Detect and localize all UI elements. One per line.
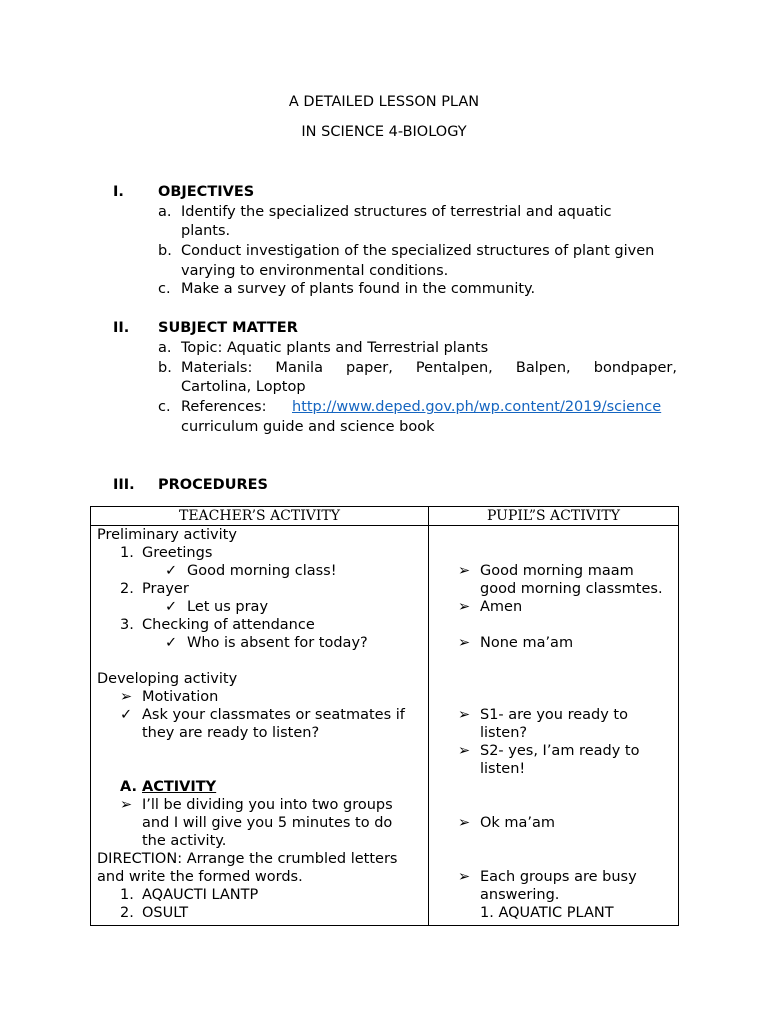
item-number: 1. bbox=[120, 887, 134, 903]
subject-topic: Topic: Aquatic plants and Terrestrial plants bbox=[181, 340, 489, 356]
pupil-busy-line-1: Each groups are busy bbox=[480, 869, 637, 885]
section-heading-subject-matter: SUBJECT MATTER bbox=[158, 320, 298, 336]
references-link[interactable]: http://www.deped.gov.ph/wp.content/2019/science bbox=[292, 399, 662, 415]
arrow-bullet-icon: ➢ bbox=[458, 815, 471, 831]
arrow-bullet-icon: ➢ bbox=[458, 869, 471, 885]
pupil-activity-header: PUPIL”S ACTIVITY bbox=[429, 507, 679, 526]
objective-marker-c: c. bbox=[158, 281, 171, 297]
pupil-greeting-line-1: Good morning maam bbox=[480, 563, 634, 579]
objective-a-line2: plants. bbox=[181, 223, 231, 239]
direction-line-1: DIRECTION: Arrange the crumbled letters bbox=[97, 851, 398, 867]
check-bullet-icon: ✓ bbox=[165, 635, 178, 651]
subject-marker-b: b. bbox=[158, 360, 172, 376]
check-bullet-icon: ✓ bbox=[165, 599, 178, 615]
item-number: 2. bbox=[120, 581, 134, 597]
divide-line-3: the activity. bbox=[142, 833, 227, 849]
arrow-bullet-icon: ➢ bbox=[458, 599, 471, 615]
check-bullet-icon: ✓ bbox=[120, 707, 133, 723]
section-numeral-procedures: III. bbox=[113, 477, 135, 493]
objective-marker-a: a. bbox=[158, 204, 172, 220]
ask-line-2: they are ready to listen? bbox=[142, 725, 320, 741]
motivation-item: Motivation bbox=[142, 689, 219, 705]
pupil-activity-cell bbox=[429, 526, 679, 926]
table-body-row bbox=[91, 526, 679, 926]
divide-line-1: I’ll be dividing you into two groups bbox=[142, 797, 393, 813]
document-subtitle: IN SCIENCE 4-BIOLOGY bbox=[301, 124, 467, 140]
arrow-bullet-icon: ➢ bbox=[458, 743, 471, 759]
objective-a-line1: Identify the specialized structures of terrestrial and aquatic bbox=[181, 204, 612, 220]
direction-line-2: and write the formed words. bbox=[97, 869, 303, 885]
arrow-bullet-icon: ➢ bbox=[458, 635, 471, 651]
subject-marker-a: a. bbox=[158, 340, 172, 356]
procedures-table bbox=[90, 506, 679, 926]
pupil-none: None ma’am bbox=[480, 635, 574, 651]
section-heading-objectives: OBJECTIVES bbox=[158, 184, 255, 200]
pupil-greeting-line-2: good morning classmtes. bbox=[480, 581, 663, 597]
greetings-item: Greetings bbox=[142, 545, 213, 561]
item-number: 2. bbox=[120, 905, 134, 921]
objective-marker-b: b. bbox=[158, 243, 172, 259]
item-number: 3. bbox=[120, 617, 134, 633]
s1-line-1: S1- are you ready to bbox=[480, 707, 628, 723]
scrambled-word-1: AQAUCTI LANTP bbox=[142, 887, 259, 903]
teacher-activity-header: TEACHER’S ACTIVITY bbox=[91, 507, 429, 526]
activity-heading: ACTIVITY bbox=[142, 779, 217, 795]
section-numeral-objectives: I. bbox=[113, 184, 124, 200]
attendance-line: Who is absent for today? bbox=[187, 635, 368, 651]
arrow-bullet-icon: ➢ bbox=[458, 563, 471, 579]
prayer-item: Prayer bbox=[142, 581, 189, 597]
subject-references-label: References: bbox=[181, 399, 267, 415]
scrambled-word-2: OSULT bbox=[142, 905, 189, 921]
ask-line-1: Ask your classmates or seatmates if bbox=[142, 707, 405, 723]
divide-line-2: and I will give you 5 minutes to do bbox=[142, 815, 393, 831]
subject-materials-line2: Cartolina, Loptop bbox=[181, 379, 306, 395]
developing-activity: Developing activity bbox=[97, 671, 238, 687]
check-bullet-icon: ✓ bbox=[165, 563, 178, 579]
arrow-bullet-icon: ➢ bbox=[120, 797, 133, 813]
section-numeral-subject-matter: II. bbox=[113, 320, 130, 336]
subject-references-line2: curriculum guide and science book bbox=[181, 419, 435, 435]
subject-materials-line1: Materials: Manila paper, Pentalpen, Balpen, bondpaper, bbox=[181, 360, 677, 376]
s1-line-2: listen? bbox=[480, 725, 528, 741]
table-header-row bbox=[91, 507, 679, 526]
pupil-ok: Ok ma’am bbox=[480, 815, 556, 831]
objective-b-line1: Conduct investigation of the specialized structures of plant given bbox=[181, 243, 655, 259]
prayer-line: Let us pray bbox=[187, 599, 269, 615]
attendance-item: Checking of attendance bbox=[142, 617, 315, 633]
pupil-amen: Amen bbox=[480, 599, 523, 615]
greeting-line: Good morning class! bbox=[187, 563, 337, 579]
teacher-activity-cell bbox=[91, 526, 429, 926]
arrow-bullet-icon: ➢ bbox=[120, 689, 133, 705]
s2-line-1: S2- yes, I’am ready to bbox=[480, 743, 640, 759]
pupil-answer-1: 1. AQUATIC PLANT bbox=[480, 905, 614, 921]
objective-b-line2: varying to environmental conditions. bbox=[181, 263, 449, 279]
document-title: A DETAILED LESSON PLAN bbox=[288, 94, 480, 110]
arrow-bullet-icon: ➢ bbox=[458, 707, 471, 723]
s2-line-2: listen! bbox=[480, 761, 526, 777]
section-heading-procedures: PROCEDURES bbox=[158, 477, 268, 493]
subject-marker-c: c. bbox=[158, 399, 171, 415]
activity-marker: A. bbox=[120, 779, 137, 795]
pupil-busy-line-2: answering. bbox=[480, 887, 560, 903]
objective-c-line1: Make a survey of plants found in the community. bbox=[181, 281, 536, 297]
item-number: 1. bbox=[120, 545, 134, 561]
preliminary-activity: Preliminary activity bbox=[97, 527, 237, 543]
